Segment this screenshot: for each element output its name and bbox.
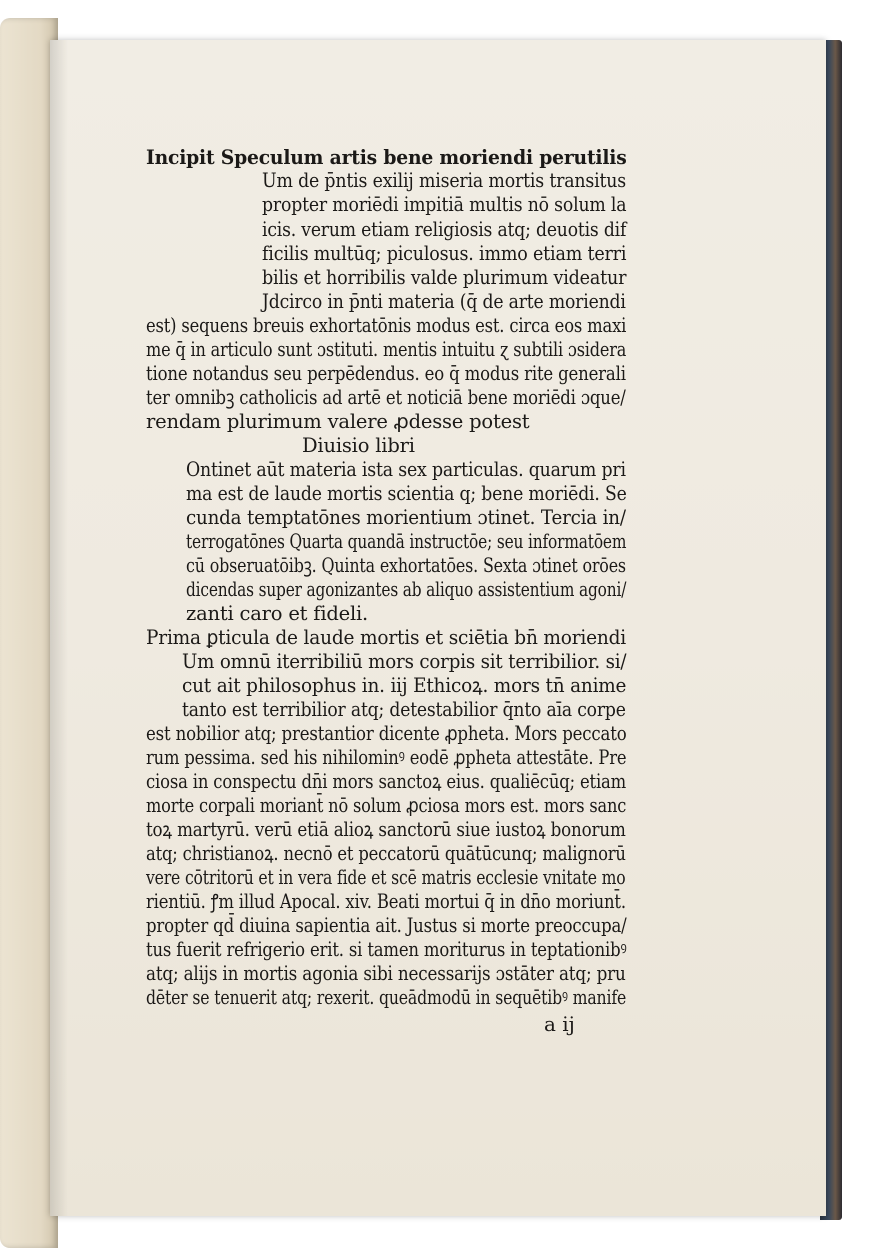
text-line: atq; christianoꝝ. necnō et peccatorū quātūcunq; malignorū — [146, 842, 626, 865]
text-line: toꝝ martyrū. verū etiā alioꝝ sanctorū siue iustoꝝ bonorum — [146, 818, 626, 841]
text-line: Um omnū iterribiliū mors corpis sit terribilior. si/ — [182, 650, 627, 673]
text-line: atq; alijs in mortis agonia sibi necessarijs ɔstāter atq; pru — [146, 962, 626, 985]
text-line: me q̄ in articulo sunt ɔstituti. mentis intuitu ɀ subtili ɔsidera — [146, 338, 627, 361]
text-line: tanto est terribilior atq; detestabilior q̄nto aīa corpe — [182, 698, 626, 721]
book-page — [50, 40, 826, 1216]
text-line: propter moriēdi impitiā multis nō solum la — [262, 193, 627, 216]
text-line: ficilis multūq; piculosus. immo etiam terri — [262, 242, 627, 265]
incipit-line: Incipit Speculum artis bene moriendi perutilis — [146, 145, 627, 169]
text-line: Ontinet aūt materia ista sex particulas. quarum pri — [186, 458, 626, 481]
text-line: rendam plurimum valere ꝓdesse potest — [146, 410, 530, 433]
signature-mark: a ij — [544, 1012, 575, 1036]
text-line: rum pessima. sed his nihilominꝰ eodē ꝓpheta attestāte. Pre — [146, 746, 627, 769]
text-line: dicendas super agonizantes ab aliquo assistentium agoni/ — [186, 578, 627, 601]
text-line: Um de p̄ntis exilij miseria mortis transitus — [262, 169, 627, 192]
text-line: rientiū. ꝭm illud Apocal. xiv. Beati mortui q̄ in dn̄o moriunt̄. — [146, 890, 626, 913]
text-line: ma est de laude mortis scientia q; bene moriēdi. Se — [186, 482, 627, 505]
text-line: vere cōtritorū et in vera fide et scē matris ecclesie vnitate mo — [146, 866, 626, 889]
text-line: bilis et horribilis valde plurimum videatur — [262, 266, 627, 289]
text-line: zanti caro et fideli. — [186, 602, 369, 625]
text-line: cunda temptatōnes morientium ɔtinet. Tercia in/ — [186, 506, 626, 529]
text-line: tione notandus seu perpēdendus. eo q̄ modus rite generali — [146, 362, 626, 385]
section-heading: Diuisio libri — [302, 434, 415, 457]
text-line: est nobilior atq; prestantior dicente ꝓpheta. Mors peccato — [146, 722, 627, 745]
text-line: propter qd̄ diuina sapientia ait. Justus si morte preoccupa/ — [146, 914, 627, 937]
text-line: tus fuerit refrigerio erit. si tamen moriturus in teptationibꝰ — [146, 938, 627, 961]
section-heading: Prima ꝑticula de laude mortis et sciētia bn̄ moriendi — [146, 626, 627, 649]
text-line: ciosa in conspectu dn̄i mors sanctoꝝ eius. qualiēcūq; etiam — [146, 770, 627, 793]
text-line: dēter se tenuerit atq; rexerit. queādmodū in sequētibꝰ manife — [146, 986, 627, 1009]
text-line: ter omnibꝫ catholicis ad artē et noticiā bene moriēdi ɔque/ — [146, 386, 626, 409]
text-line: terrogatōnes Quarta quandā instructōe; seu informatōem — [186, 530, 627, 553]
text-line: Jdcirco in p̄nti materia (q̄ de arte moriendi — [262, 290, 626, 313]
text-line: est) sequens breuis exhortatōnis modus est. circa eos maxi — [146, 314, 627, 337]
text-line: icis. verum etiam religiosis atq; deuotis dif — [262, 218, 627, 241]
text-line: cut ait philosophus in. iij Ethicoꝝ. mors tn̄ anime — [182, 674, 627, 697]
text-line: morte corpali moriant̄ nō solum ꝓciosa mors est. mors sanc — [146, 794, 627, 817]
text-line: cū obseruatōibꝫ. Quinta exhortatōes. Sexta ɔtinet orōes — [186, 554, 626, 577]
